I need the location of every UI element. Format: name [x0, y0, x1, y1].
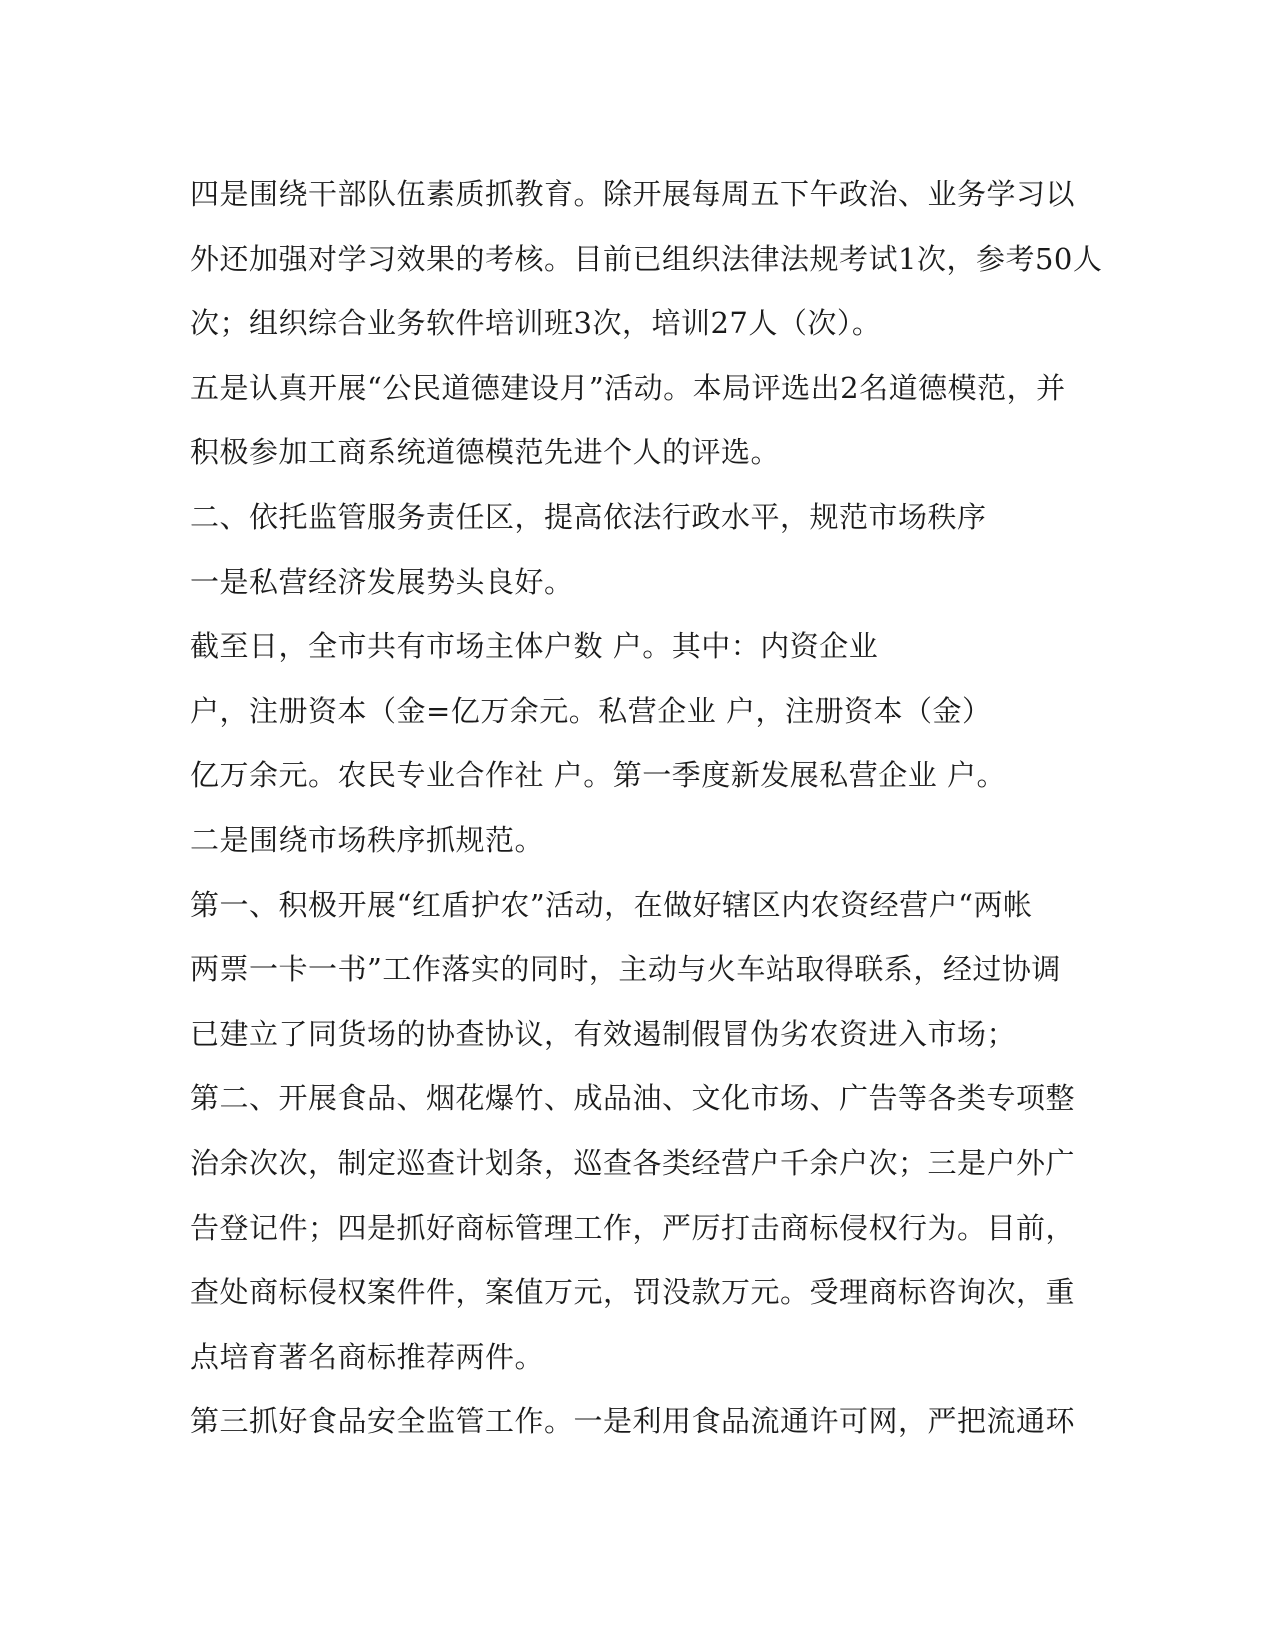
text-line-15: 第二、开展食品、烟花爆竹、成品油、文化市场、广告等各类专项整	[190, 1081, 1076, 1116]
text-line-19: 点培育著名商标推荐两件。	[190, 1339, 545, 1374]
text-line-13: 两票一卡一书”工作落实的同时，主动与火车站取得联系，经过协调	[190, 952, 1061, 987]
text-line-7: 一是私营经济发展势头良好。	[190, 564, 574, 599]
section-heading: 二、依托监管服务责任区，提高依法行政水平，规范市场秩序	[190, 499, 987, 534]
text-line-12: 第一、积极开展“红盾护农”活动，在做好辖区内农资经营户“两帐	[190, 887, 1033, 922]
text-line-3: 次；组织综合业务软件培训班3次，培训27人（次）。	[190, 306, 882, 341]
text-line-20: 第三抓好食品安全监管工作。一是利用食品流通许可网，严把流通环	[190, 1404, 1076, 1439]
text-line-14: 已建立了同货场的协查协议，有效遏制假冒伪劣农资进入市场；	[190, 1016, 1017, 1051]
text-line-4: 五是认真开展“公民道德建设月”活动。本局评选出2名道德模范，并	[190, 370, 1066, 405]
text-line-10: 亿万余元。农民专业合作社 户。第一季度新发展私营企业 户。	[190, 758, 1006, 793]
text-line-1: 四是围绕干部队伍素质抓教育。除开展每周五下午政治、业务学习以	[190, 177, 1076, 211]
text-line-9: 户，注册资本（金=亿万余元。私营企业 户，注册资本（金）	[190, 693, 992, 728]
text-line-16: 治余次次，制定巡查计划条，巡查各类经营户千余户次；三是户外广	[190, 1145, 1076, 1180]
text-line-2: 外还加强对学习效果的考核。目前已组织法律法规考试1次，参考50人	[190, 241, 1103, 276]
body-text	[190, 162, 1103, 1454]
text-line-8: 截至日，全市共有市场主体户数 户。其中：内资企业	[190, 629, 879, 664]
text-line-5: 积极参加工商系统道德模范先进个人的评选。	[190, 435, 781, 470]
text-line-18: 查处商标侵权案件件，案值万元，罚没款万元。受理商标咨询次，重	[190, 1275, 1076, 1310]
text-line-17: 告登记件；四是抓好商标管理工作，严厉打击商标侵权行为。目前，	[190, 1210, 1076, 1245]
text-line-11: 二是围绕市场秩序抓规范。	[190, 822, 545, 857]
